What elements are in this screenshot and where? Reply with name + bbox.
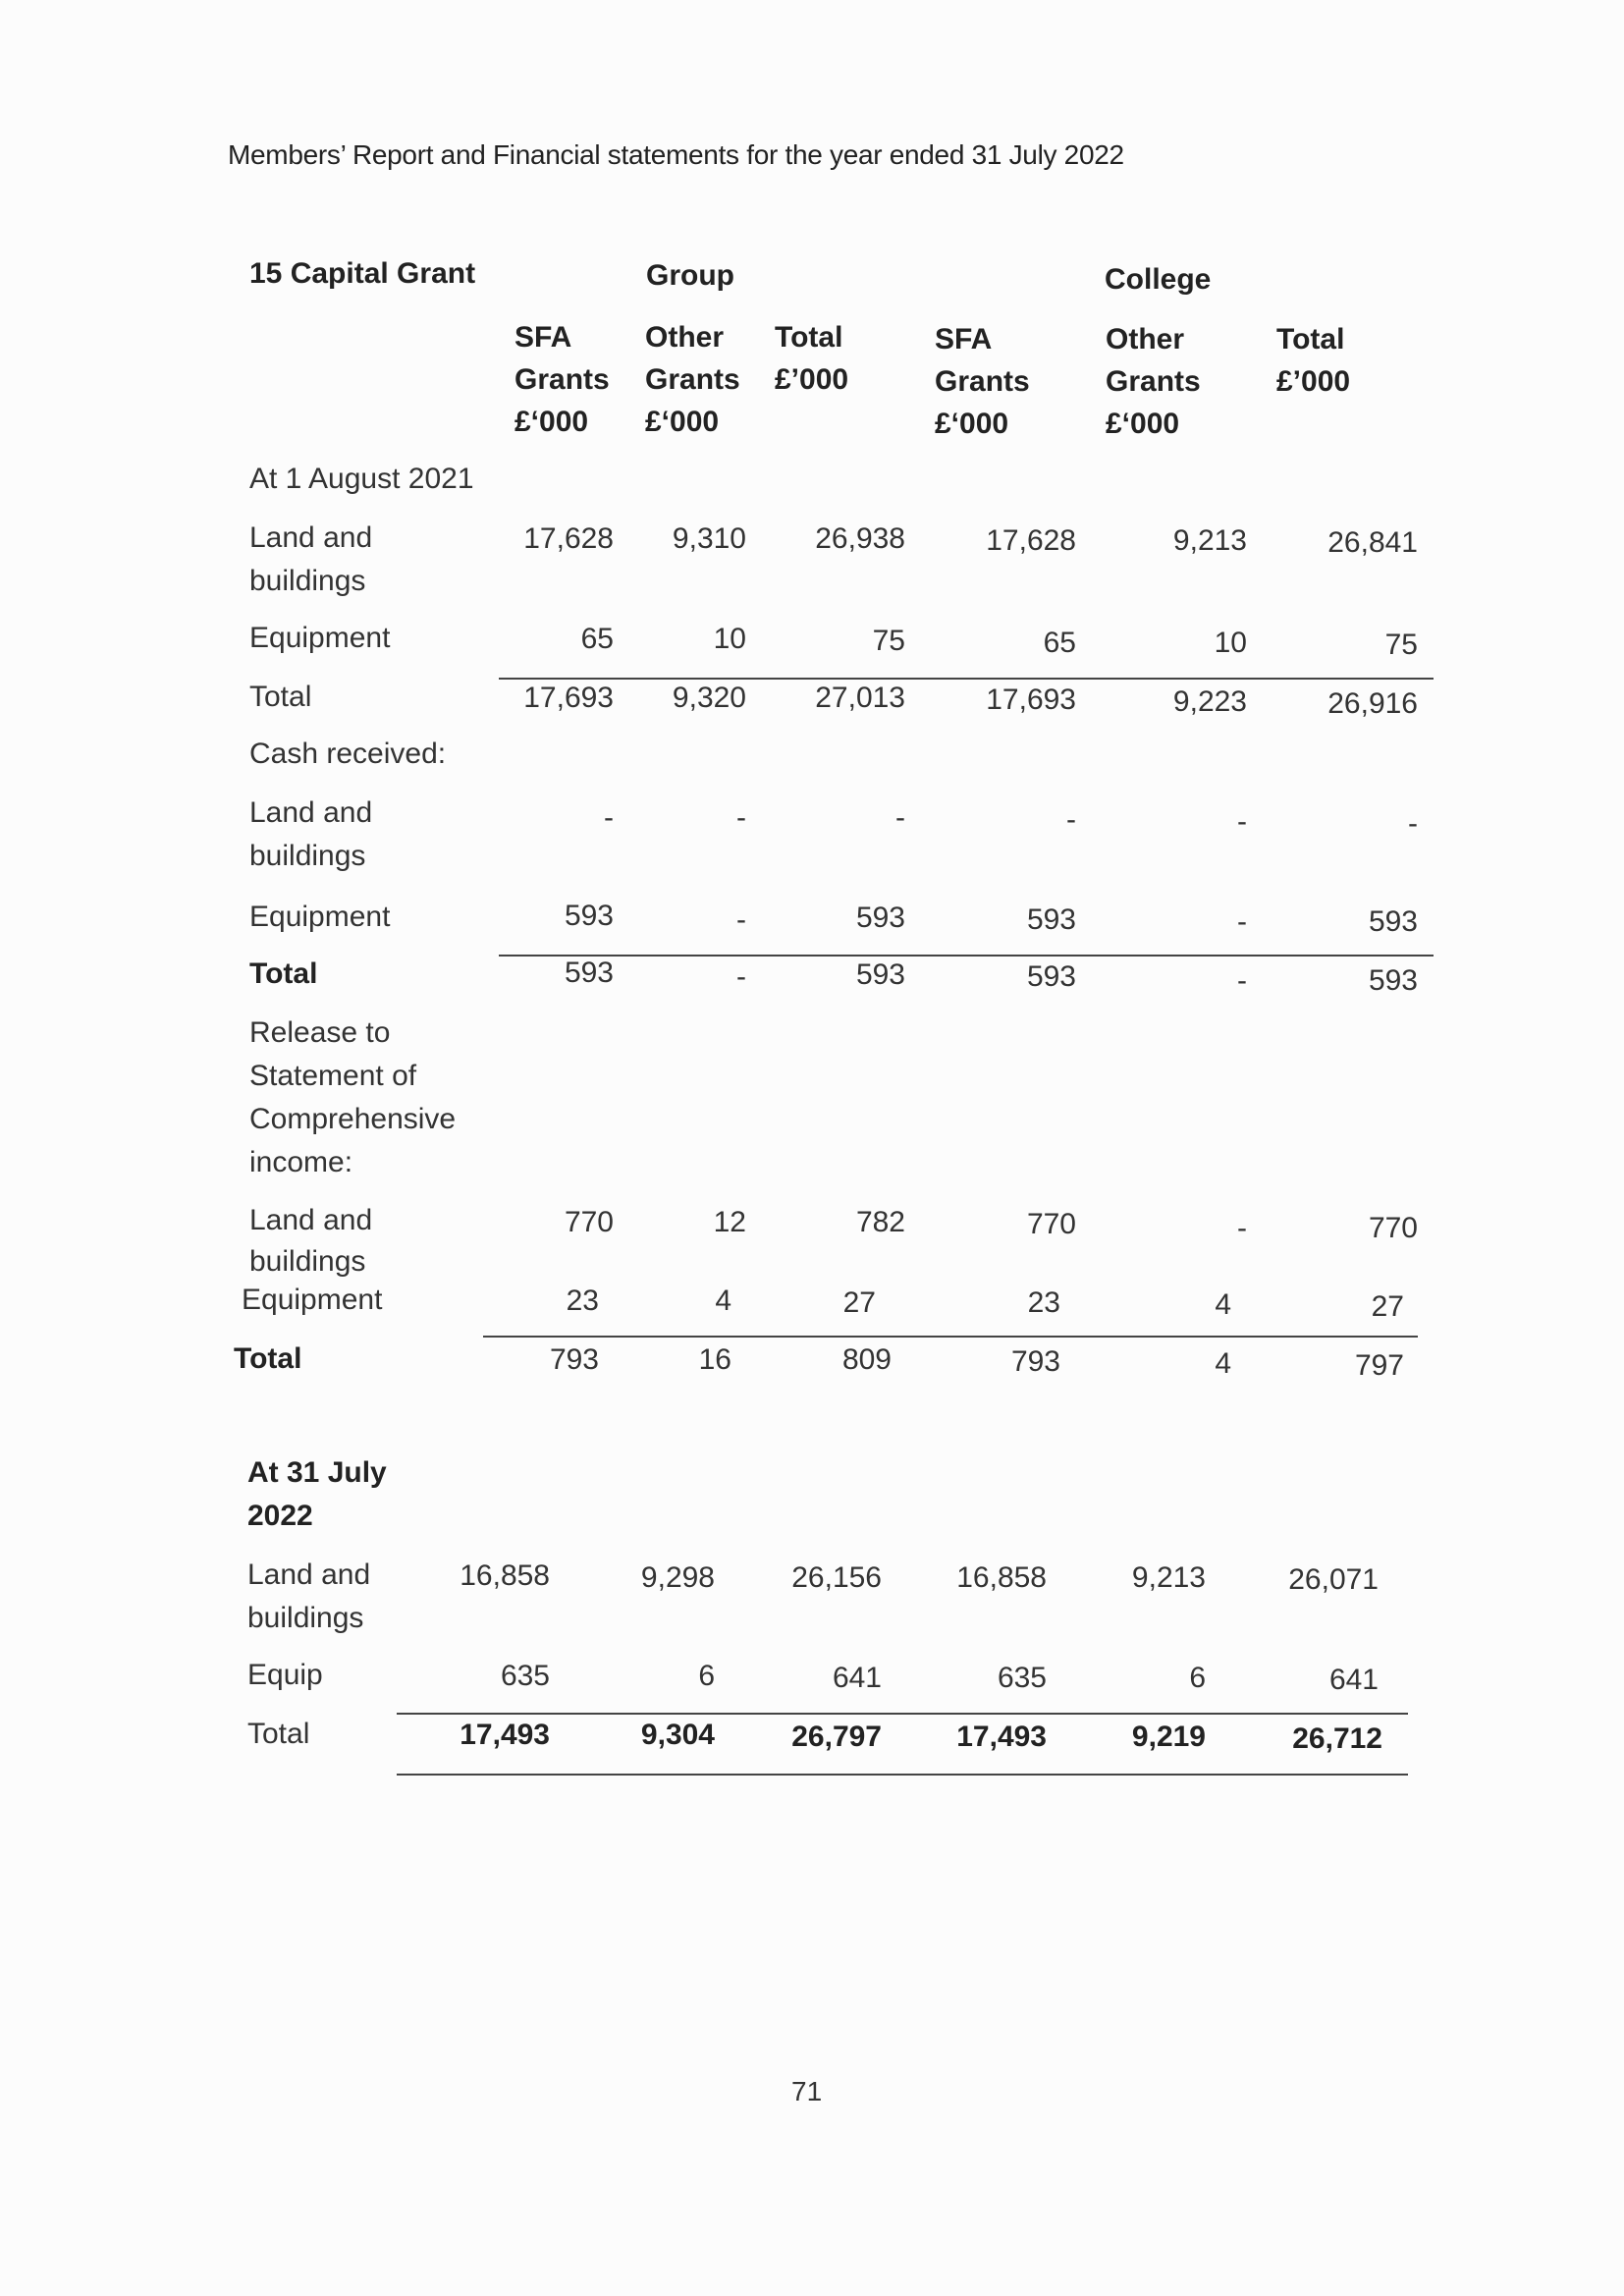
- value-cell: 593: [1368, 964, 1418, 997]
- value-cell: 16,858: [956, 1561, 1047, 1594]
- row-label-cash-received: Cash received:: [249, 738, 447, 770]
- value-cell: 9,298: [640, 1561, 715, 1594]
- row-label-release: [249, 1011, 456, 1184]
- value-cell: 793: [1010, 1345, 1060, 1378]
- value-cell: 16: [698, 1343, 731, 1376]
- column-header-line: Grants: [935, 365, 1030, 398]
- row-label-equip: Equip: [247, 1659, 323, 1691]
- column-header-line: Total: [775, 321, 843, 354]
- value-cell: -: [895, 801, 905, 834]
- value-cell: -: [1237, 964, 1247, 997]
- column-header-line: Grants: [514, 363, 610, 396]
- total-rule: [499, 955, 1434, 957]
- value-cell: 770: [564, 1206, 614, 1238]
- value-cell: -: [604, 801, 614, 834]
- value-cell: 793: [549, 1343, 599, 1376]
- value-cell: 26,712: [1292, 1722, 1382, 1755]
- row-label-land-buildings: [249, 792, 372, 878]
- row-label-land-buildings: [249, 1200, 372, 1283]
- value-cell: -: [1237, 905, 1247, 938]
- value-cell: 75: [1384, 629, 1418, 661]
- value-cell: -: [1237, 1212, 1247, 1244]
- value-cell: 17,693: [523, 682, 614, 714]
- page-header: Members’ Report and Financial statements for the year ended 31 July 2022: [228, 139, 1124, 170]
- column-header-line: £‘000: [935, 408, 1009, 440]
- value-cell: -: [736, 960, 746, 993]
- column-header-line: Grants: [645, 363, 740, 396]
- label-line: buildings: [249, 1245, 366, 1278]
- column-header-line: £‘000: [514, 406, 589, 438]
- value-cell: 16,858: [460, 1559, 550, 1592]
- value-cell: 6: [1189, 1662, 1206, 1694]
- label-line: buildings: [249, 565, 366, 597]
- total-rule: [483, 1336, 1418, 1338]
- label-line: Land and: [247, 1558, 371, 1591]
- value-cell: 9,320: [672, 682, 746, 714]
- row-label-total: Total: [249, 681, 312, 713]
- value-cell: 17,693: [986, 683, 1076, 716]
- value-cell: 635: [500, 1660, 550, 1692]
- row-label-at-31-july: [247, 1451, 387, 1538]
- value-cell: 9,213: [1131, 1561, 1206, 1594]
- label-line: At 31 July: [247, 1456, 387, 1489]
- label-line: 2022: [247, 1500, 313, 1532]
- column-header-line: £‘000: [645, 406, 720, 438]
- column-header-college-other: [1106, 318, 1201, 445]
- value-cell: 65: [1043, 627, 1076, 659]
- value-cell: 65: [580, 623, 614, 655]
- column-header-college-sfa: [935, 318, 1030, 445]
- value-cell: 9,310: [672, 522, 746, 555]
- value-cell: 75: [872, 625, 905, 657]
- column-header-line: £’000: [775, 363, 849, 396]
- value-cell: 12: [713, 1206, 746, 1238]
- column-header-line: SFA: [514, 321, 572, 354]
- value-cell: 4: [1215, 1288, 1231, 1321]
- label-line: income:: [249, 1146, 353, 1178]
- value-cell: 809: [841, 1343, 892, 1376]
- value-cell: 593: [1368, 905, 1418, 938]
- value-cell: 4: [1215, 1347, 1231, 1380]
- label-line: Land and: [249, 521, 373, 554]
- value-cell: -: [1408, 807, 1418, 840]
- value-cell: 26,797: [791, 1721, 882, 1753]
- closing-rule: [397, 1774, 1408, 1776]
- label-line: Land and: [249, 1204, 373, 1236]
- column-header-line: £‘000: [1106, 408, 1180, 440]
- college-heading: College: [1105, 263, 1212, 296]
- column-header-line: Other: [645, 321, 725, 354]
- row-label-total: Total: [249, 957, 318, 990]
- value-cell: 593: [564, 900, 614, 932]
- value-cell: 17,493: [460, 1719, 550, 1751]
- row-label-equipment: Equipment: [249, 901, 391, 933]
- value-cell: 635: [997, 1662, 1047, 1694]
- value-cell: 23: [1027, 1286, 1060, 1319]
- label-line: Comprehensive: [249, 1103, 457, 1135]
- group-heading: Group: [646, 259, 734, 292]
- label-line: Land and: [249, 796, 373, 829]
- value-cell: 17,493: [956, 1721, 1047, 1753]
- row-label-total: Total: [234, 1342, 302, 1375]
- value-cell: -: [1237, 805, 1247, 838]
- value-cell: 641: [1328, 1664, 1379, 1696]
- value-cell: 593: [855, 902, 905, 934]
- row-label-at-1-august: At 1 August 2021: [249, 463, 474, 495]
- value-cell: -: [1066, 803, 1076, 836]
- label-line: buildings: [247, 1602, 364, 1634]
- row-label-land-buildings: [249, 517, 372, 603]
- label-line: Release to: [249, 1016, 391, 1049]
- value-cell: 26,938: [815, 522, 905, 555]
- page-number: 71: [791, 2076, 823, 2106]
- value-cell: 797: [1354, 1349, 1404, 1382]
- row-label-equipment: Equipment: [242, 1284, 383, 1316]
- value-cell: 9,223: [1172, 685, 1247, 718]
- value-cell: 26,916: [1327, 687, 1418, 720]
- value-cell: 6: [698, 1660, 715, 1692]
- value-cell: 593: [564, 957, 614, 989]
- column-header-college-total: [1276, 318, 1350, 403]
- value-cell: 27,013: [815, 682, 905, 714]
- value-cell: 9,213: [1172, 524, 1247, 557]
- column-header-line: Grants: [1106, 365, 1201, 398]
- value-cell: 9,304: [640, 1719, 715, 1751]
- column-header-line: Total: [1276, 323, 1345, 355]
- value-cell: 26,071: [1288, 1563, 1379, 1596]
- value-cell: 770: [1368, 1212, 1418, 1244]
- value-cell: 27: [1371, 1290, 1404, 1323]
- value-cell: 26,156: [791, 1561, 882, 1594]
- column-header-group-other: [645, 316, 740, 443]
- value-cell: 593: [1026, 903, 1076, 936]
- section-title: 15 Capital Grant: [249, 257, 476, 290]
- value-cell: 782: [855, 1206, 905, 1238]
- value-cell: 26,841: [1327, 526, 1418, 559]
- value-cell: 23: [566, 1285, 599, 1317]
- value-cell: 27: [842, 1286, 876, 1319]
- value-cell: 770: [1026, 1208, 1076, 1240]
- label-line: Statement of: [249, 1060, 417, 1092]
- value-cell: -: [736, 801, 746, 834]
- column-header-group-total: [775, 316, 848, 401]
- value-cell: 641: [832, 1662, 882, 1694]
- value-cell: 10: [713, 623, 746, 655]
- value-cell: 10: [1214, 627, 1247, 659]
- total-rule: [499, 678, 1434, 680]
- column-header-line: SFA: [935, 323, 993, 355]
- value-cell: 593: [1026, 960, 1076, 993]
- row-label-total: Total: [247, 1718, 310, 1750]
- row-label-land-buildings: [247, 1554, 370, 1640]
- label-line: buildings: [249, 840, 366, 872]
- value-cell: 9,219: [1131, 1721, 1206, 1753]
- column-header-line: £’000: [1276, 365, 1351, 398]
- column-header-group-sfa: [514, 316, 610, 443]
- value-cell: 4: [715, 1285, 731, 1317]
- column-header-line: Other: [1106, 323, 1185, 355]
- total-rule: [397, 1713, 1408, 1715]
- value-cell: 17,628: [986, 524, 1076, 557]
- value-cell: 593: [855, 958, 905, 991]
- row-label-equipment: Equipment: [249, 622, 391, 654]
- value-cell: -: [736, 903, 746, 936]
- value-cell: 17,628: [523, 522, 614, 555]
